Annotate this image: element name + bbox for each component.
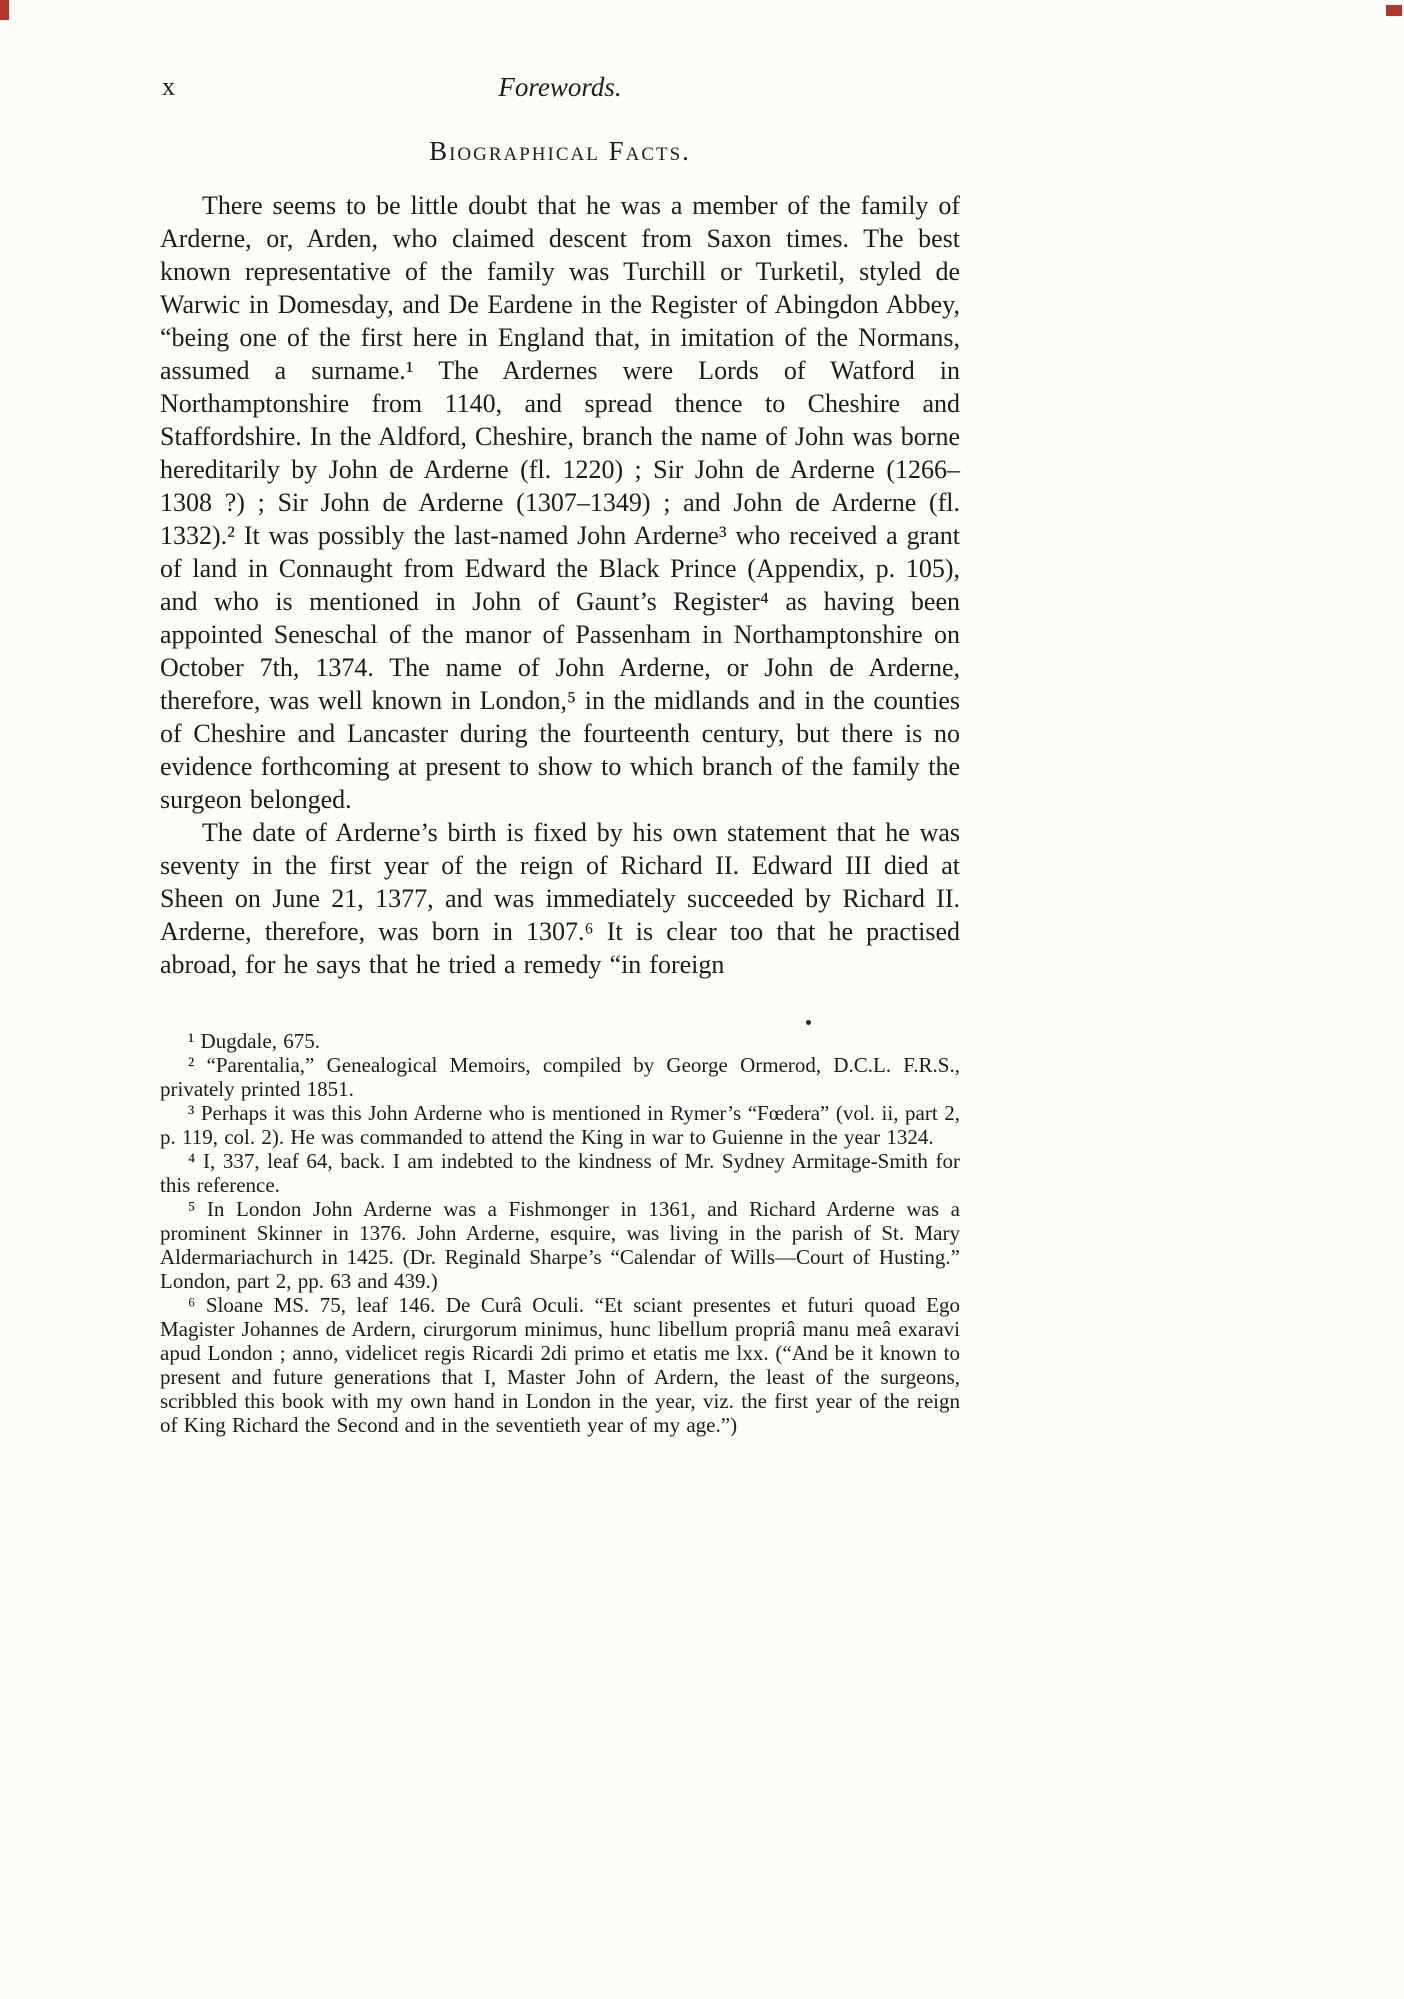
body-paragraph: The date of Arderne’s birth is fixed by his own statement that he was seventy in the first year of the reign of Richard II. Edward III died at Sheen on June 21, 1377, and was immediately succeeded by Richard II. Arderne, therefore, was born in 1307.⁶ It is clear too that he practised abroad, for he says that he tried a remedy “in foreign — [160, 818, 960, 979]
running-head — [160, 72, 960, 106]
footnote: ⁵ In London John Arderne was a Fishmonger in 1361, and Richard Arderne was a prominent Skinner in 1376. John Arderne, esquire, was living in the parish of St. Mary Aldermariachurch in 1425. (Dr. Reginald Sharpe’s “Calendar of Wills—Court of Husting.” London, part 2, pp. 63 and 439.) — [160, 1197, 960, 1293]
page-content — [160, 72, 960, 1437]
footnotes-section — [160, 1029, 960, 1437]
footnote: ³ Perhaps it was this John Arderne who is mentioned in Rymer’s “Fœdera” (vol. ii, part 2, p. 119, col. 2). He was commanded to attend the King in war to Guienne in the year 1324. — [160, 1101, 960, 1149]
footnote: ² “Parentalia,” Genealogical Memoirs, compiled by George Ormerod, D.C.L. F.R.S., privately printed 1851. — [160, 1053, 960, 1101]
scan-corner-mark-top-right — [1386, 5, 1402, 16]
scan-corner-mark-top-left — [0, 0, 9, 20]
running-title: Forewords. — [498, 72, 622, 102]
body-paragraph: There seems to be little doubt that he was a member of the family of Arderne, or, Arden, who claimed descent from Saxon times. The best known representative of the family was Turchill or Turketil, styled de Warwic in Domesday, and De Eardene in the Register of Abingdon Abbey, “being one of the first here in England that, in imitation of the Normans, assumed a surname.¹ The Ardernes were Lords of Watford in Northamptonshire from 1140, and spread thence to Cheshire and Staffordshire. In the Aldford, Cheshire, branch the name of John was borne hereditarily by John de Arderne (fl. 1220) ; Sir John de Arderne (1266–1308 ?) ; Sir John de Arderne (1307–1349) ; and John de Arderne (fl. 1332).² It was possibly the last-named John Arderne³ who received a grant of land in Connaught from Edward the Black Prince (Appendix, p. 105), and who is mentioned in John of Gaunt’s Register⁴ as having been appointed Seneschal of the manor of Passenham in Northamptonshire on October 7th, 1374. The name of John Arderne, or John de Arderne, therefore, was well known in London,⁵ in the midlands and in the counties of Cheshire and Lancaster during the fourteenth century, but there is no evidence forthcoming at present to show to which branch of the family the surgeon belonged. — [160, 191, 960, 814]
section-heading: Biographical Facts. — [429, 136, 691, 166]
footnote: ⁴ I, 337, leaf 64, back. I am indebted to the kindness of Mr. Sydney Armitage-Smith for this reference. — [160, 1149, 960, 1197]
page-number: x — [162, 72, 176, 101]
footnote: ¹ Dugdale, 675. — [188, 1029, 320, 1053]
footnote: ⁶ Sloane MS. 75, leaf 146. De Curâ Oculi. “Et sciant presentes et futuri quoad Ego Magister Johannes de Ardern, cirurgorum minimus, hunc libellum propriâ manu meâ exaravi apud London ; anno, videlicet regis Ricardi 2di primo et etatis me lxx. (“And be it known to present and future generations that I, Master John of Ardern, the least of the surgeons, scribbled this book with my own hand in London in the year, viz. the first year of the reign of King Richard the Second and in the seventieth year of my age.”) — [160, 1293, 960, 1437]
body-text — [160, 189, 960, 981]
